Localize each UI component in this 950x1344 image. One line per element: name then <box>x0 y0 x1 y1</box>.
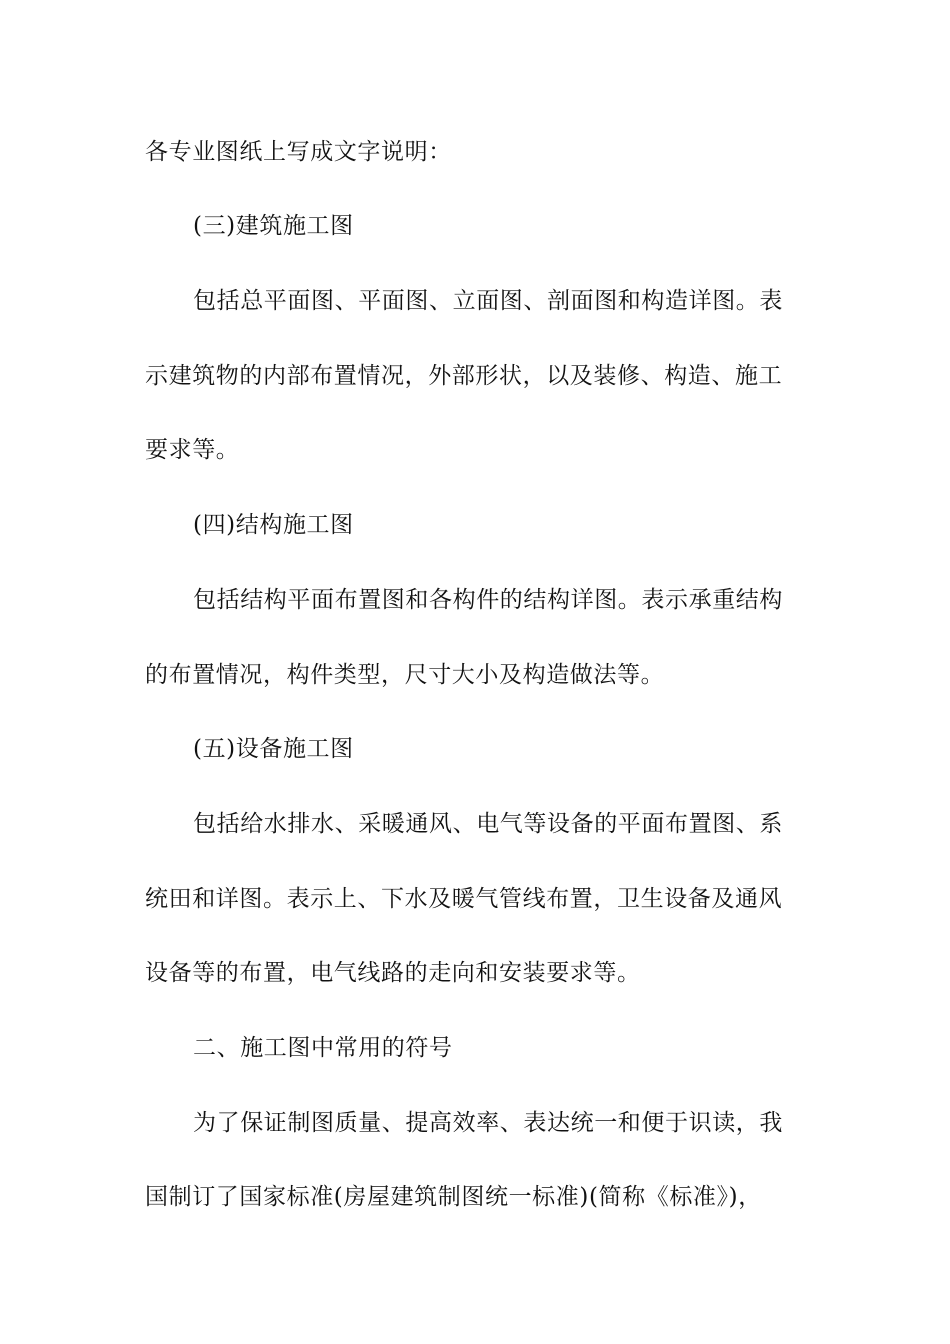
text-line-7: 包括结构平面布置图和各构件的结构详图。表示承重结构 <box>193 587 783 613</box>
text-line-8: 的布置情况，构件类型，尺寸大小及构造做法等。 <box>145 662 665 688</box>
text-line-5: 要求等。 <box>145 437 240 463</box>
text-line-3: 包括总平面图、平面图、立面图、剖面图和构造详图。表 <box>193 288 783 314</box>
text-line-11: 统田和详图。表示上、下水及暖气管线布置，卫生设备及通风 <box>145 886 783 912</box>
section-heading-3: (三)建筑施工图 <box>193 213 354 239</box>
text-line-10: 包括给水排水、采暖通风、电气等设备的平面布置图、系 <box>193 811 783 837</box>
text-line-1: 各专业图纸上写成文字说明： <box>145 139 452 165</box>
text-line-12: 设备等的布置，电气线路的走向和安装要求等。 <box>145 960 641 986</box>
text-line-15: 国制订了国家标准(房屋建筑制图统一标准)(简称《标准》)， <box>145 1184 762 1210</box>
section-heading-5: (五)设备施工图 <box>193 736 354 762</box>
text-line-4: 示建筑物的内部布置情况，外部形状，以及装修、构造、施工 <box>145 363 783 389</box>
section-heading-2: 二、施工图中常用的符号 <box>193 1035 453 1061</box>
section-heading-4: (四)结构施工图 <box>193 512 354 538</box>
text-line-14: 为了保证制图质量、提高效率、表达统一和便于识读，我 <box>193 1110 783 1136</box>
